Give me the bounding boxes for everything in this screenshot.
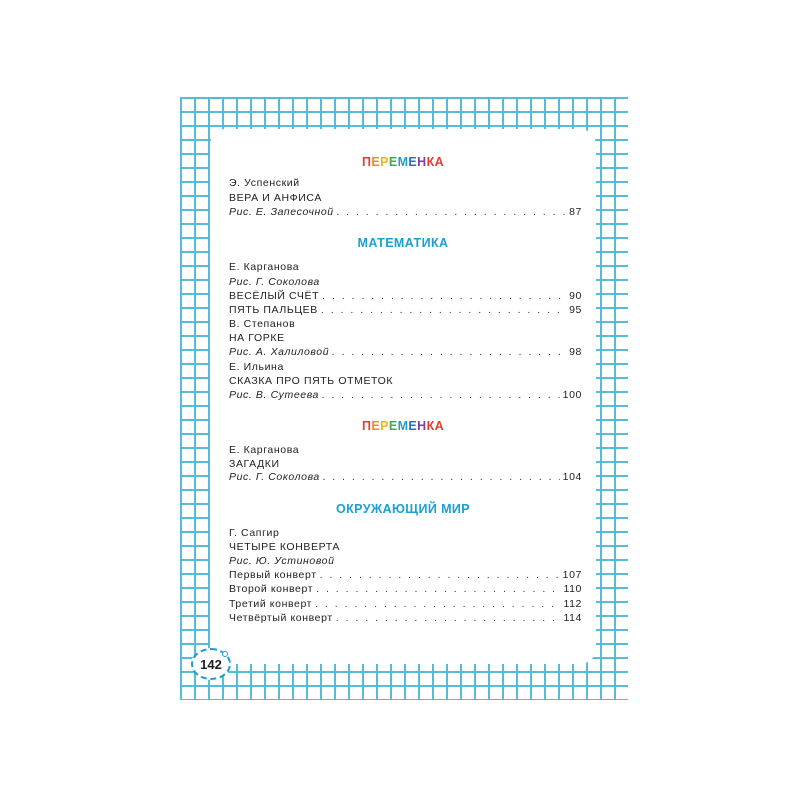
toc-entry[interactable] <box>229 205 582 219</box>
illustrator-credit: Рис. А. Халиловой <box>229 346 330 358</box>
toc-entry[interactable] <box>229 611 582 625</box>
story-title: ЗАГАДКИ <box>229 458 280 470</box>
toc-entry[interactable] <box>229 597 582 611</box>
author-name: Е. Карганова <box>229 444 300 456</box>
story-title: ВЕРА И АНФИСА <box>229 192 322 204</box>
page-number: 107 <box>562 569 582 581</box>
author-name: Г. Сапгир <box>229 527 280 539</box>
rainbow-letter: М <box>397 155 409 169</box>
rainbow-letter: М <box>397 419 409 433</box>
page-number: 98 <box>569 346 582 358</box>
toc-entry[interactable] <box>229 289 582 303</box>
toc-entry[interactable] <box>229 582 582 596</box>
rainbow-letter: Е <box>371 419 381 433</box>
rainbow-letter: А <box>434 419 445 433</box>
chapter-title: Первый конверт <box>229 569 317 581</box>
story-title: ЧЕТЫРЕ КОНВЕРТА <box>229 541 340 553</box>
story-title: НА ГОРКЕ <box>229 332 285 344</box>
author-name: В. Степанов <box>229 318 296 330</box>
rainbow-letter: К <box>426 155 435 169</box>
illustrator-credit: Рис. Е. Запесочной <box>229 206 334 218</box>
rainbow-letter: А <box>434 155 445 169</box>
toc-entry[interactable] <box>229 568 582 582</box>
toc-entry[interactable] <box>229 303 582 317</box>
rainbow-letter: Е <box>388 155 398 169</box>
chapter-title: Четвёртый конверт <box>229 612 333 624</box>
section-title-peremenka-1 <box>210 155 596 169</box>
author-name: Е. Карганова <box>229 261 300 273</box>
dot-leader <box>322 388 560 402</box>
story-title: ПЯТЬ ПАЛЬЦЕВ <box>229 304 318 316</box>
rainbow-letter: Р <box>380 155 389 169</box>
dot-leader <box>337 205 566 219</box>
rainbow-letter: Р <box>380 419 389 433</box>
rainbow-letter: Е <box>408 419 418 433</box>
rainbow-letter: Е <box>371 155 381 169</box>
rainbow-letter: Н <box>417 155 427 169</box>
toc-entry[interactable] <box>229 345 582 359</box>
dot-leader <box>321 303 566 317</box>
dot-leader <box>315 597 560 611</box>
rainbow-letter: Е <box>408 155 418 169</box>
author-name: Э. Успенский <box>229 177 300 189</box>
page-number-badge: 142 <box>191 648 231 680</box>
page-number: 100 <box>562 389 582 401</box>
page-number: 112 <box>563 598 582 610</box>
dot-leader <box>332 345 566 359</box>
rainbow-letter: К <box>426 419 435 433</box>
illustrator-credit: Рис. Г. Соколова <box>229 471 320 483</box>
rainbow-letter: П <box>361 419 372 433</box>
section-title-peremenka-2 <box>210 419 596 433</box>
badge-ring-icon <box>222 651 228 657</box>
page-number: 114 <box>563 612 582 624</box>
dot-leader <box>322 289 566 303</box>
page-number: 87 <box>569 206 582 218</box>
chapter-title: Третий конверт <box>229 598 313 610</box>
page-number: 104 <box>562 471 582 483</box>
illustrator-credit: Рис. Ю. Устиновой <box>229 555 335 567</box>
dot-leader <box>323 470 560 484</box>
dot-leader <box>316 582 560 596</box>
page-number: 90 <box>569 290 582 302</box>
rainbow-letter: Е <box>388 419 398 433</box>
story-title: ВЕСЁЛЫЙ СЧЁТ <box>229 290 320 302</box>
page-number: 110 <box>563 583 582 595</box>
section-title-matematika: МАТЕМАТИКА <box>357 236 449 250</box>
toc-entry[interactable] <box>229 470 582 484</box>
section-title-okruzhayushchiy-mir: ОКРУЖАЮЩИЙ МИР <box>335 502 471 516</box>
rainbow-letter: П <box>361 155 372 169</box>
author-name: Е. Ильина <box>229 361 284 373</box>
rainbow-letter: Н <box>417 419 427 433</box>
page-number: 95 <box>569 304 582 316</box>
dot-leader <box>320 568 560 582</box>
illustrator-credit: Рис. Г. Соколова <box>229 276 320 288</box>
dot-leader <box>336 611 561 625</box>
illustrator-credit: Рис. В. Сутеева <box>229 389 319 401</box>
toc-entry[interactable] <box>229 388 582 402</box>
chapter-title: Второй конверт <box>229 583 314 595</box>
story-title: СКАЗКА ПРО ПЯТЬ ОТМЕТОК <box>229 375 394 387</box>
